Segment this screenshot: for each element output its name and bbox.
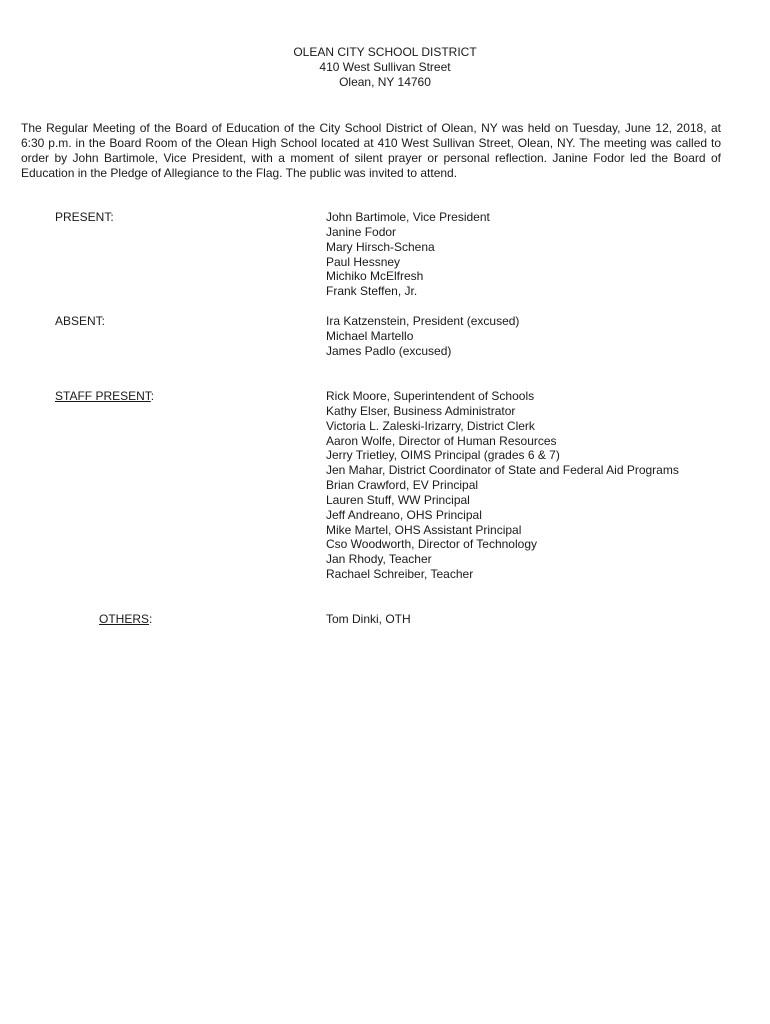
- present-name: Frank Steffen, Jr.: [326, 284, 418, 299]
- staff-present-label-text: STAFF PRESENT: [55, 389, 151, 403]
- present-list: [326, 210, 490, 299]
- staff-name: Lauren Stuff, WW Principal: [326, 492, 470, 507]
- others-list: [326, 612, 411, 627]
- staff-name: Rick Moore, Superintendent of Schools: [326, 389, 535, 403]
- absent-name: James Padlo (excused): [326, 343, 452, 358]
- staff-present-label-colon: :: [150, 389, 155, 403]
- letterhead: [0, 45, 770, 90]
- absent-name: Michael Martello: [326, 328, 414, 343]
- others-label-colon: :: [149, 612, 153, 626]
- staff-name: Aaron Wolfe, Director of Human Resources: [326, 433, 557, 448]
- present-label: PRESENT:: [55, 210, 114, 224]
- staff-name: Rachael Schreiber, Teacher: [326, 567, 474, 582]
- present-name: Janine Fodor: [326, 224, 397, 239]
- absent-list: [326, 314, 519, 359]
- present-name: John Bartimole, Vice President: [326, 210, 490, 224]
- present-name: Michiko McElfresh: [326, 269, 424, 284]
- staff-name: Jerry Trietley, OIMS Principal (grades 6 & 7): [326, 448, 560, 463]
- district-street: 410 West Sullivan Street: [319, 60, 451, 74]
- meeting-intro-paragraph: The Regular Meeting of the Board of Education of the City School District of Olean, NY was held on Tuesday, June 12, 2018, at 6:30 p.m. in the Board Room of the Olean High School located at 410 West Sullivan Street, Olean, NY. The meeting was called to order by John Bartimole, Vice President, with a moment of silent prayer or personal reflection. Janine Fodor led the Board of Education in the Pledge of Allegiance to the Flag. The public was invited to attend.: [21, 121, 721, 180]
- district-name: OLEAN CITY SCHOOL DISTRICT: [293, 45, 477, 59]
- staff-name: Jen Mahar, District Coordinator of State and Federal Aid Programs: [326, 463, 679, 478]
- staff-name: Victoria L. Zaleski-Irizarry, District Clerk: [326, 418, 535, 433]
- staff-name: Jan Rhody, Teacher: [326, 552, 432, 567]
- others-label: [99, 612, 152, 627]
- others-label-text: OTHERS: [99, 612, 150, 626]
- absent-label: ABSENT:: [55, 314, 106, 328]
- staff-name: Jeff Andreano, OHS Principal: [326, 507, 482, 522]
- staff-present-list: [326, 389, 679, 582]
- absent-name: Ira Katzenstein, President (excused): [326, 314, 520, 328]
- staff-name: Kathy Elser, Business Administrator: [326, 403, 516, 418]
- others-name: Tom Dinki, OTH: [326, 612, 411, 626]
- staff-name: Brian Crawford, EV Principal: [326, 478, 479, 493]
- present-name: Mary Hirsch-Schena: [326, 239, 435, 254]
- present-name: Paul Hessney: [326, 254, 401, 269]
- staff-name: Cso Woodworth, Director of Technology: [326, 537, 537, 552]
- district-city: Olean, NY 14760: [339, 75, 431, 89]
- staff-present-label: [55, 389, 154, 404]
- staff-name: Mike Martel, OHS Assistant Principal: [326, 522, 522, 537]
